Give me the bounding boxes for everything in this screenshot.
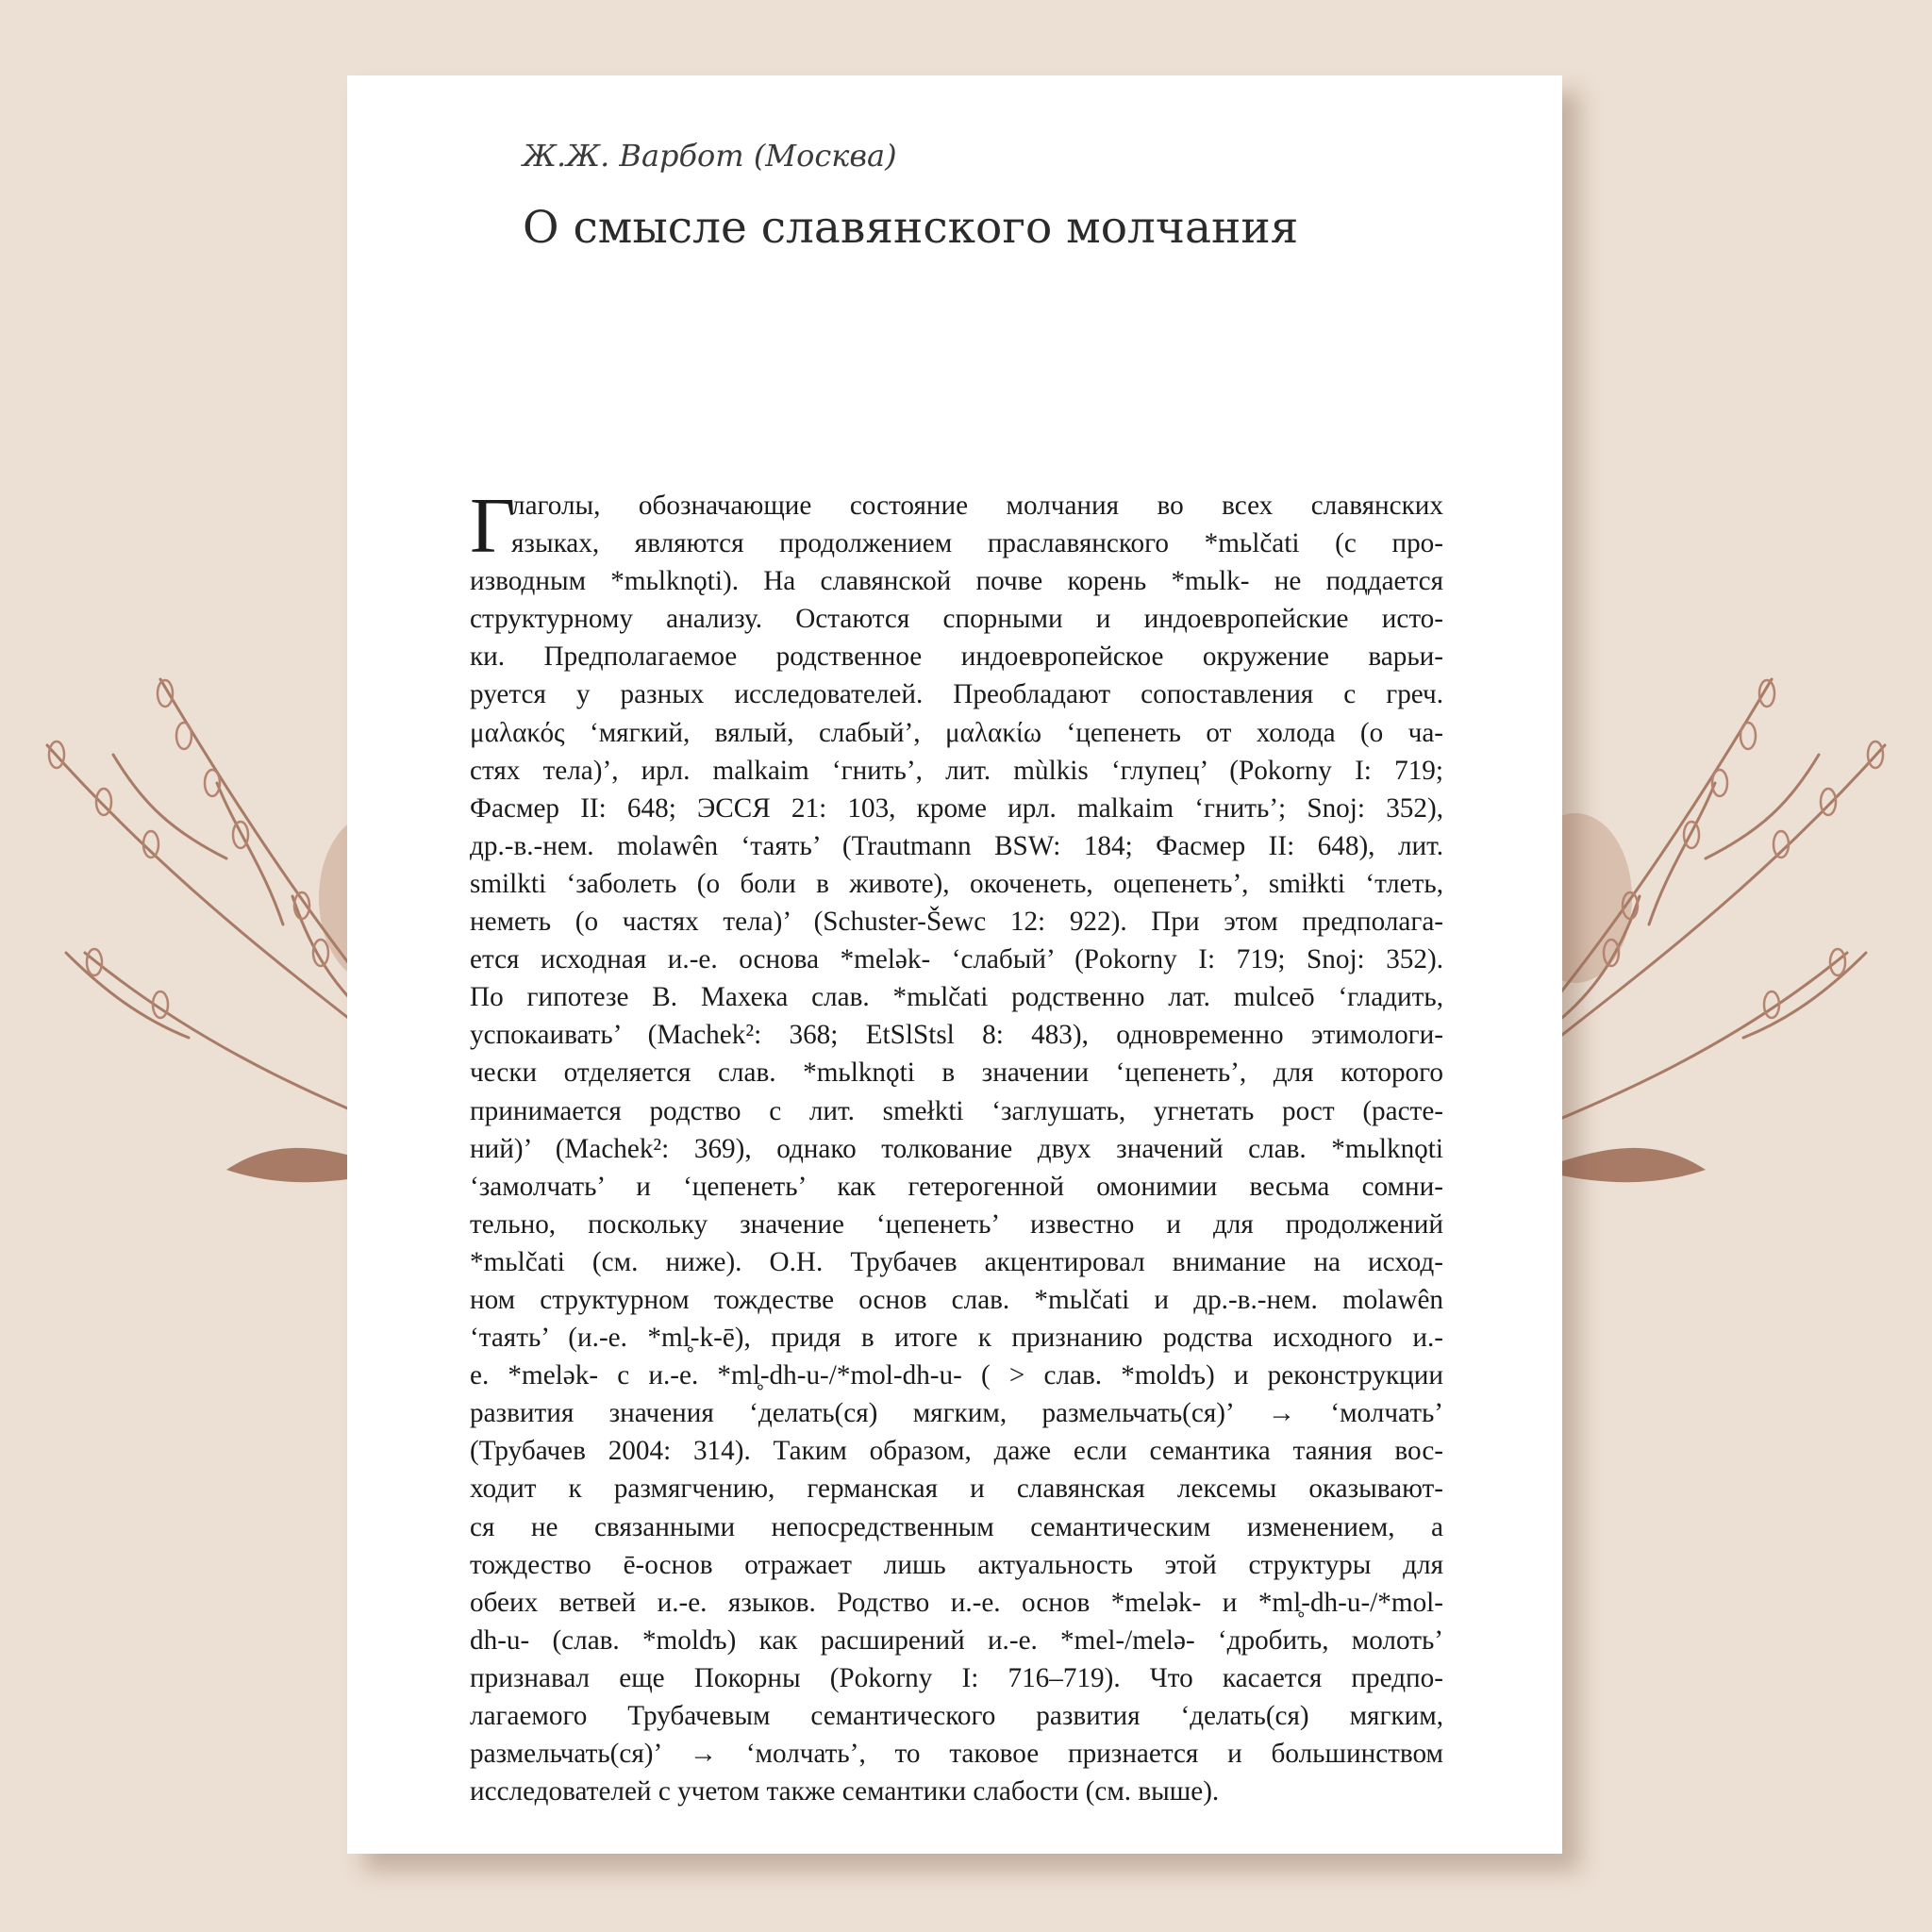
- body-line: тельно, поскольку значение ‘цепенеть’ известно и для продолжений: [470, 1208, 1443, 1240]
- body-line: обеих ветвей и.-е. языков. Родство и.-е. основ *melək- и *ml̥-dh-u-/*mol-: [470, 1587, 1443, 1618]
- body-line: μαλακός ‘мягкий, вялый, слабый’, μαλακίω ‘цепенеть от холода (о ча-: [470, 717, 1443, 748]
- body-line: ходит к размягчению, германская и славянская лексемы оказывают-: [470, 1474, 1443, 1505]
- drop-cap: Г: [470, 482, 516, 570]
- body-line: ся не связанными непосредственным семантическим изменением, а: [470, 1511, 1443, 1542]
- body-line: dh-u- (слав. *moldъ) как расширений и.-е. *mel-/melə- ‘дробить, молоть’: [470, 1624, 1443, 1656]
- body-line: размельчать(ся)’ → ‘молчать’, то таковое признается и большинством: [470, 1739, 1443, 1770]
- article-body: [470, 482, 1443, 1810]
- body-line: лагаемого Трубачевым семантического развития ‘делать(ся) мягким,: [470, 1701, 1443, 1731]
- body-line: smilkti ‘заболеть (о боли в животе), окоченеть, оцепенеть’, smiłkti ‘тлеть,: [470, 868, 1443, 899]
- body-line: стях тела)’, ирл. malkaim ‘гнить’, лит. mùlkis ‘глупец’ (Pokorny I: 719;: [470, 755, 1443, 786]
- body-line: *mьlčati (см. ниже). О.Н. Трубачев акцентировал внимание на исход-: [470, 1246, 1443, 1277]
- body-line: руется у разных исследователей. Преобладают сопоставления с греч.: [470, 679, 1443, 710]
- body-line: чески отделяется слав. *mьlknǫti в значении ‘цепенеть’, для которого: [470, 1058, 1443, 1089]
- body-line: изводным *mьlknǫti). На славянской почве корень *mьlk- не поддается: [470, 566, 1443, 597]
- body-line: принимается родство с лит. smełkti ‘заглушать, угнетать рост (расте-: [470, 1095, 1443, 1126]
- body-line: структурному анализу. Остаются спорными и индоевропейские исто-: [470, 604, 1443, 635]
- body-line: лаголы, обозначающие состояние молчания во всех славянских: [511, 491, 1443, 521]
- body-line: ний)’ (Machek²: 369), однако толкование двух значений слав. *mьlknǫti: [470, 1133, 1443, 1164]
- body-line: По гипотезе В. Махека слав. *mьlčati родственно лат. mulceō ‘гладить,: [470, 982, 1443, 1013]
- body-line: тождество ē-основ отражает лишь актуальность этой структуры для: [470, 1549, 1443, 1580]
- body-line: е. *melək- с и.-е. *ml̥-dh-u-/*mol-dh-u- ( > слав. *moldъ) и реконструкции: [470, 1360, 1443, 1391]
- body-line: успокаивать’ (Machek²: 368; EtSlStsl 8: 483), одновременно этимологи-: [470, 1020, 1443, 1051]
- body-line: исследователей с учетом также семантики слабости (см. выше).: [470, 1776, 1220, 1807]
- body-line: языках, являются продолжением праславянского *mьlčati (с про-: [511, 528, 1443, 559]
- body-line: неметь (о частях тела)’ (Schuster-Šewc 12: 922). При этом предполага-: [470, 907, 1443, 938]
- article-title: О смысле славянского молчания: [523, 202, 1299, 254]
- body-line: ном структурном тождестве основ слав. *mьlčati и др.-в.-нем. molawên: [470, 1284, 1443, 1315]
- body-line: ки. Предполагаемое родственное индоевропейское окружение варьи-: [470, 641, 1443, 673]
- body-line: развития значения ‘делать(ся) мягким, размельчать(ся)’ → ‘молчать’: [470, 1398, 1443, 1429]
- body-line: Фасмер II: 648; ЭССЯ 21: 103, кроме ирл. malkaim ‘гнить’; Snoj: 352),: [470, 792, 1443, 824]
- article-author: Ж.Ж. Варбот (Москва): [523, 138, 897, 174]
- body-line: ‘замолчать’ и ‘цепенеть’ как гетерогенной омонимии весьма сомни-: [470, 1171, 1443, 1202]
- body-line: др.-в.-нем. molawên ‘таять’ (Trautmann BSW: 184; Фасмер II: 648), лит.: [470, 830, 1443, 861]
- body-line: ется исходная и.-е. основа *melək- ‘слабый’ (Pokorny I: 719; Snoj: 352).: [470, 944, 1443, 975]
- body-line: признавал еще Покорны (Pokorny I: 716–719). Что касается предпо-: [470, 1662, 1443, 1693]
- body-line: (Трубачев 2004: 314). Таким образом, даже если семантика таяния вос-: [470, 1436, 1443, 1467]
- body-line: ‘таять’ (и.-е. *ml̥-k-ē), придя в итоге к признанию родства исходного и.-: [470, 1323, 1443, 1354]
